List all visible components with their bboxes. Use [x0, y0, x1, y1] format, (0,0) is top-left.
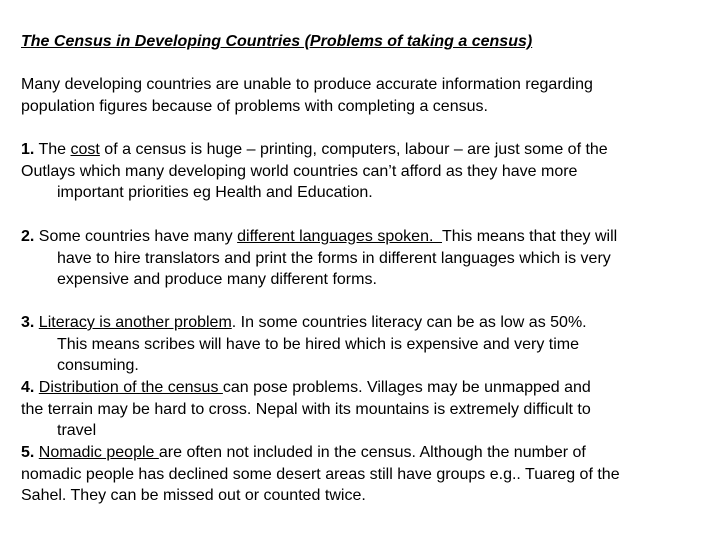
- page-title: The Census in Developing Countries (Problems of taking a census): [21, 33, 533, 50]
- point-keyword: different languages spoken.: [237, 228, 443, 245]
- point-line: travel: [57, 422, 97, 440]
- point-keyword: cost: [70, 141, 100, 158]
- point-number: 5.: [21, 444, 35, 461]
- point-line: the terrain may be hard to cross. Nepal with its mountains is extremely difficult to: [21, 400, 591, 418]
- point-text: can pose problems. Villages may be unmapped and: [222, 379, 591, 396]
- point-line: expensive and produce many different forms.: [57, 271, 377, 289]
- point-first-line: [21, 226, 617, 248]
- point-number: 1.: [21, 141, 35, 158]
- point-line: Sahel. They can be missed out or counted twice.: [21, 487, 366, 505]
- point-nomadic: [21, 442, 620, 507]
- point-line: consuming.: [57, 357, 139, 375]
- point-line: important priorities eg Health and Education.: [57, 184, 373, 202]
- point-cost: [21, 139, 608, 204]
- intro-line: population figures because of problems with completing a census.: [21, 97, 488, 115]
- point-text: The: [34, 141, 71, 158]
- point-line: nomadic people has declined some desert areas still have groups e.g.. Tuareg of the: [21, 465, 620, 483]
- point-line: This means scribes will have to be hired which is expensive and very time: [57, 335, 580, 353]
- document-page: [21, 31, 711, 505]
- point-number: 4.: [21, 379, 35, 396]
- point-first-line: [21, 442, 620, 464]
- intro-line: Many developing countries are unable to produce accurate information regarding: [21, 76, 593, 93]
- point-first-line: [21, 139, 608, 161]
- point-distribution: [21, 377, 591, 442]
- point-text: of a census is huge – printing, computers, labour – are just some of the: [99, 141, 608, 158]
- point-number: 2.: [21, 228, 35, 245]
- point-text: . In some countries literacy can be as low as 50%.: [231, 314, 587, 331]
- point-keyword: Distribution of the census: [38, 379, 223, 396]
- point-keyword: Nomadic people: [38, 444, 159, 461]
- point-first-line: [21, 312, 587, 334]
- point-text: This means that they will: [442, 228, 618, 245]
- point-text: Some countries have many: [34, 228, 238, 245]
- intro-paragraph: [21, 74, 593, 117]
- point-number: 3.: [21, 314, 35, 331]
- point-keyword: Literacy is another problem: [38, 314, 232, 331]
- point-line: Outlays which many developing world countries can’t afford as they have more: [21, 162, 578, 180]
- point-languages: [21, 226, 617, 291]
- point-literacy: [21, 312, 587, 377]
- point-line: have to hire translators and print the forms in different languages which is very: [57, 249, 611, 267]
- point-first-line: [21, 377, 591, 399]
- point-text: are often not included in the census. Although the number of: [158, 444, 586, 461]
